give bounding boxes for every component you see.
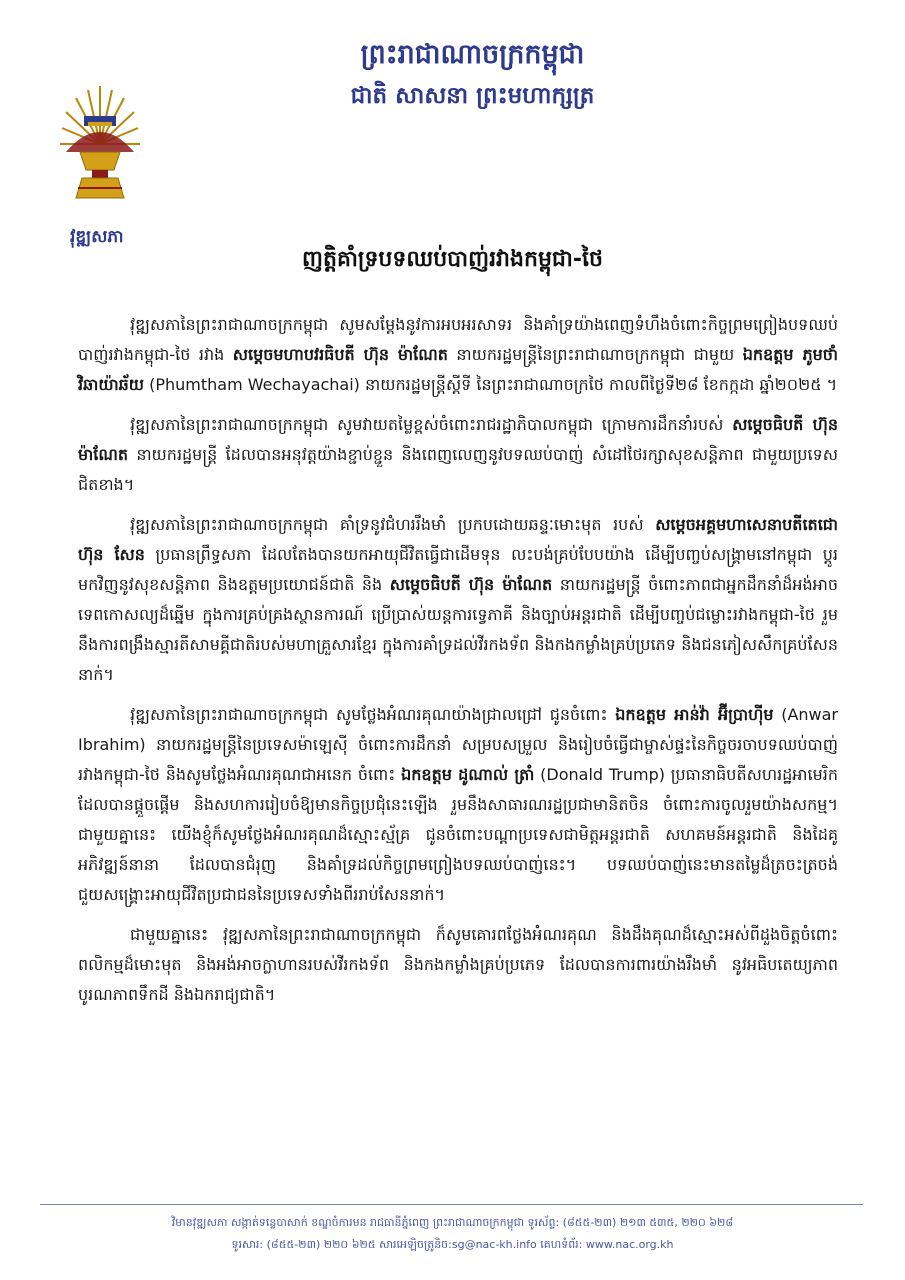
- person-name: សម្តេចធិបតី ហ៊ុន ម៉ាណែត: [389, 575, 553, 594]
- footer-address: វិមានវុឌ្ឍសភា សង្កាត់ទន្លេបាសាក់ ខណ្ឌចំការមន រាជធានីភ្នំពេញ ព្រះរាជាណាចក្រកម្ពុជា ទូរស័ព្ទ: (៨៥៥-២៣) ២១៣ ៥៣៥, ២២០ ៦២៨: [171, 1216, 734, 1229]
- paragraph-text: វុឌ្ឍសភានៃព្រះរាជាណាចក្រកម្ពុជា គាំទ្រនូវជំហររឹងមាំ ប្រកបដោយឆន្ទៈមោះមុត របស់: [130, 515, 656, 534]
- person-name: ឯកឧត្តម ដូណាល់ ត្រាំ: [401, 765, 535, 784]
- paragraph-text: (Anwar Ibrahim) នាយករដ្ឋមន្ត្រីនៃប្រទេសម៉ាឡេស៊ី ចំពោះការដឹកនាំ សម្របសម្រួល និងរៀបចំធ្វើជាម្ចាស់ផ្ទះនៃកិច្ចចរចាបទឈប់បាញ់រវាងកម្ពុជា-ថៃ និងសូមថ្លែងអំណរគុណជាអនេក ចំពោះ: [78, 705, 839, 784]
- kingdom-title: ព្រះរាជាណាចក្រកម្ពុជា: [360, 39, 585, 70]
- person-name: សម្តេចមហាបវរធិបតី ហ៊ុន ម៉ាណែត: [232, 345, 448, 364]
- footer-divider: [40, 1204, 863, 1205]
- paragraph-text: នាយករដ្ឋមន្ត្រីនៃព្រះរាជាណាចក្រកម្ពុជា ជាមួយ: [447, 345, 743, 364]
- paragraph-3: [78, 510, 838, 690]
- national-motto: ជាតិ សាសនា ព្រះមហាក្សត្រ: [350, 83, 595, 109]
- paragraph-text: វុឌ្ឍសភានៃព្រះរាជាណាចក្រកម្ពុជា សូមសម្តែងនូវការអបអរសាទរ និងគាំទ្រយ៉ាងពេញទំហឹងចំពោះកិច្ចព្រមព្រៀងបទឈប់បាញ់រវាងកម្ពុជា-ថៃ រវាង: [78, 315, 838, 364]
- document-body: [78, 310, 838, 1020]
- paragraph-text: វុឌ្ឍសភានៃព្រះរាជាណាចក្រកម្ពុជា សូមវាយតម្លៃខ្ពស់ចំពោះរាជរដ្ឋាភិបាលកម្ពុជា ក្រោមការដឹកនាំរបស់: [130, 415, 733, 434]
- paragraph-text: ប្រធានព្រឹទ្ធសភា ដែលតែងបានយកអាយុជីវិតធ្វើជាដើមទុន លះបង់គ្រប់បែបយ៉ាង ដើម្បីបញ្ចប់សង្គ្រាមនៅកម្ពុជា ប្តូរមកវិញនូវសុខសន្តិភាព និងឧត្តមប្រយោជន៍ជាតិ និង: [78, 545, 838, 594]
- paragraph-text: នាយករដ្ឋមន្ត្រី ដែលបានអនុវត្តយ៉ាងខ្ជាប់ខ្ជួន និងពេញលេញនូវបទឈប់បាញ់ សំដៅថៃរក្សាសុខសន្តិភាព ជាមួយប្រទេសជិតខាង។: [78, 445, 838, 494]
- senate-label: វុឌ្ឍសភា: [70, 227, 124, 247]
- paragraph-1: [78, 310, 838, 400]
- paragraph-5: [78, 920, 838, 1010]
- person-name: សម្តេចធិបតី ហ៊ុន ម៉ាណែត: [78, 415, 838, 464]
- person-name: សម្តេចអគ្គមហាសេនាបតីតេជោ ហ៊ុន សែន: [78, 515, 838, 564]
- paragraph-text: (Phumtham Wechayachai) នាយករដ្ឋមន្ត្រីស្តីទី នៃព្រះរាជាណាចក្រថៃ កាលពីថ្ងៃទី២៨ ខែកក្កដា ឆ្នាំ២០២៥ ។: [144, 375, 838, 394]
- paragraph-text: នាយករដ្ឋមន្ត្រី ចំពោះភាពជាអ្នកដឹកនាំដ៏អង់អាច ទេពកោសល្យដ៏ឆ្នើម ក្នុងការគ្រប់គ្រងស្ថានការណ៍ ប្រើប្រាស់យន្តការទ្វេភាគី និងច្បាប់អន្តរជាតិ ដើម្បីបញ្ចប់ជម្លោះរវាងកម្ពុជា-ថៃ រួមនឹងការពង្រឹងស្មារតីសាមគ្គីជាតិរបស់មហាគ្រួសារខ្មែរ ក្នុងការគាំទ្រដល់វីរកងទ័ព និងកងកម្លាំងគ្រប់ប្រភេទ និងជនភៀសសឹកគ្រប់សែននាក់។: [78, 575, 839, 684]
- paragraph-text: (Donald Trump) ប្រធានាធិបតីសហរដ្ឋអាមេរិក ដែលបានផ្តួចផ្តើម និងសហការរៀបចំឱ្យមានកិច្ចប្រជុំនេះឡើង រួមនឹងសាធារណរដ្ឋប្រជាមានិតចិន ចំពោះការចូលរួមយ៉ាងសកម្ម។ ជាមួយគ្នានេះ យើងខ្ញុំក៏សូមថ្លែងអំណរគុណដ៏ស្មោះស្ម័គ្រ ជូនចំពោះបណ្តាប្រទេសជាមិត្តអន្តរជាតិ សហគមន៍អន្តរជាតិ និងដៃគូអភិវឌ្ឍន៍នានា ដែលបានជំរុញ និងគាំទ្រដល់កិច្ចព្រមព្រៀងបទឈប់បាញ់នេះ។ បទឈប់បាញ់នេះមានតម្លៃដ៏ត្រចះត្រចង់ ជួយសង្គ្រោះអាយុជីវិតប្រជាជននៃប្រទេសទាំងពីររាប់សែននាក់។: [78, 765, 838, 904]
- person-name: ឯកឧត្តម ភូមថាំ វិឆាយ៉ាឆ័យ: [78, 345, 838, 394]
- document-title: ញត្តិគាំទ្របទឈប់បាញ់រវាងកម្ពុជា-ថៃ: [302, 247, 603, 272]
- footer-contact: ទូរសារ: (៨៥៥-២៣) ២២០ ៦២៥ សារអេឡិចត្រូនិច:sg@nac-kh.info គេហទំព័រ: www.nac.org.kh: [231, 1238, 674, 1251]
- paragraph-text: វុឌ្ឍសភានៃព្រះរាជាណាចក្រកម្ពុជា សូមថ្លែងអំណរគុណយ៉ាងជ្រាលជ្រៅ ជូនចំពោះ: [130, 705, 616, 724]
- paragraph-2: [78, 410, 838, 500]
- paragraph-4: [78, 700, 838, 910]
- person-name: ឯកឧត្តម អាន់វ៉ា អ៊ីប្រាហ៊ីម: [615, 705, 774, 724]
- paragraph-text: ជាមួយគ្នានេះ វុឌ្ឍសភានៃព្រះរាជាណាចក្រកម្ពុជា ក៏សូមគោរពថ្លែងអំណរគុណ និងដឹងគុណដ៏ស្មោះអស់ពីដួងចិត្តចំពោះពលិកម្មដ៏មោះមុត និងអង់អាចក្លាហានរបស់វីរកងទ័ព និងកងកម្លាំងគ្រប់ប្រភេទ ដែលបានការពារយ៉ាងរឹងមាំ នូវអធិបតេយ្យភាព បូរណភាពទឹកដី និងឯករាជ្យជាតិ។: [78, 925, 838, 1004]
